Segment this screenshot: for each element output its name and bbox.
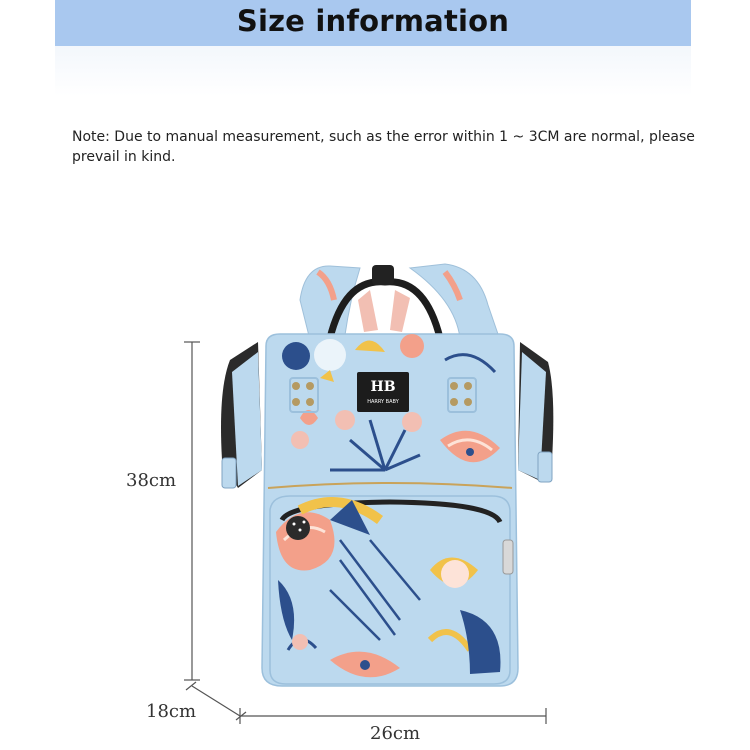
- depth-line: [192, 686, 240, 716]
- brand-name: HARRY BABY: [367, 399, 399, 405]
- width-label: 26cm: [370, 723, 421, 744]
- measurement-note: Note: Due to manual measurement, such as the error within 1 ~ 3CM are normal, please prevail in kind.: [72, 129, 695, 165]
- page-title: Size information: [236, 4, 510, 38]
- depth-label: 18cm: [146, 701, 197, 722]
- height-label: 38cm: [126, 470, 177, 491]
- brand-initials: HB: [370, 379, 396, 395]
- backpack: [221, 264, 553, 686]
